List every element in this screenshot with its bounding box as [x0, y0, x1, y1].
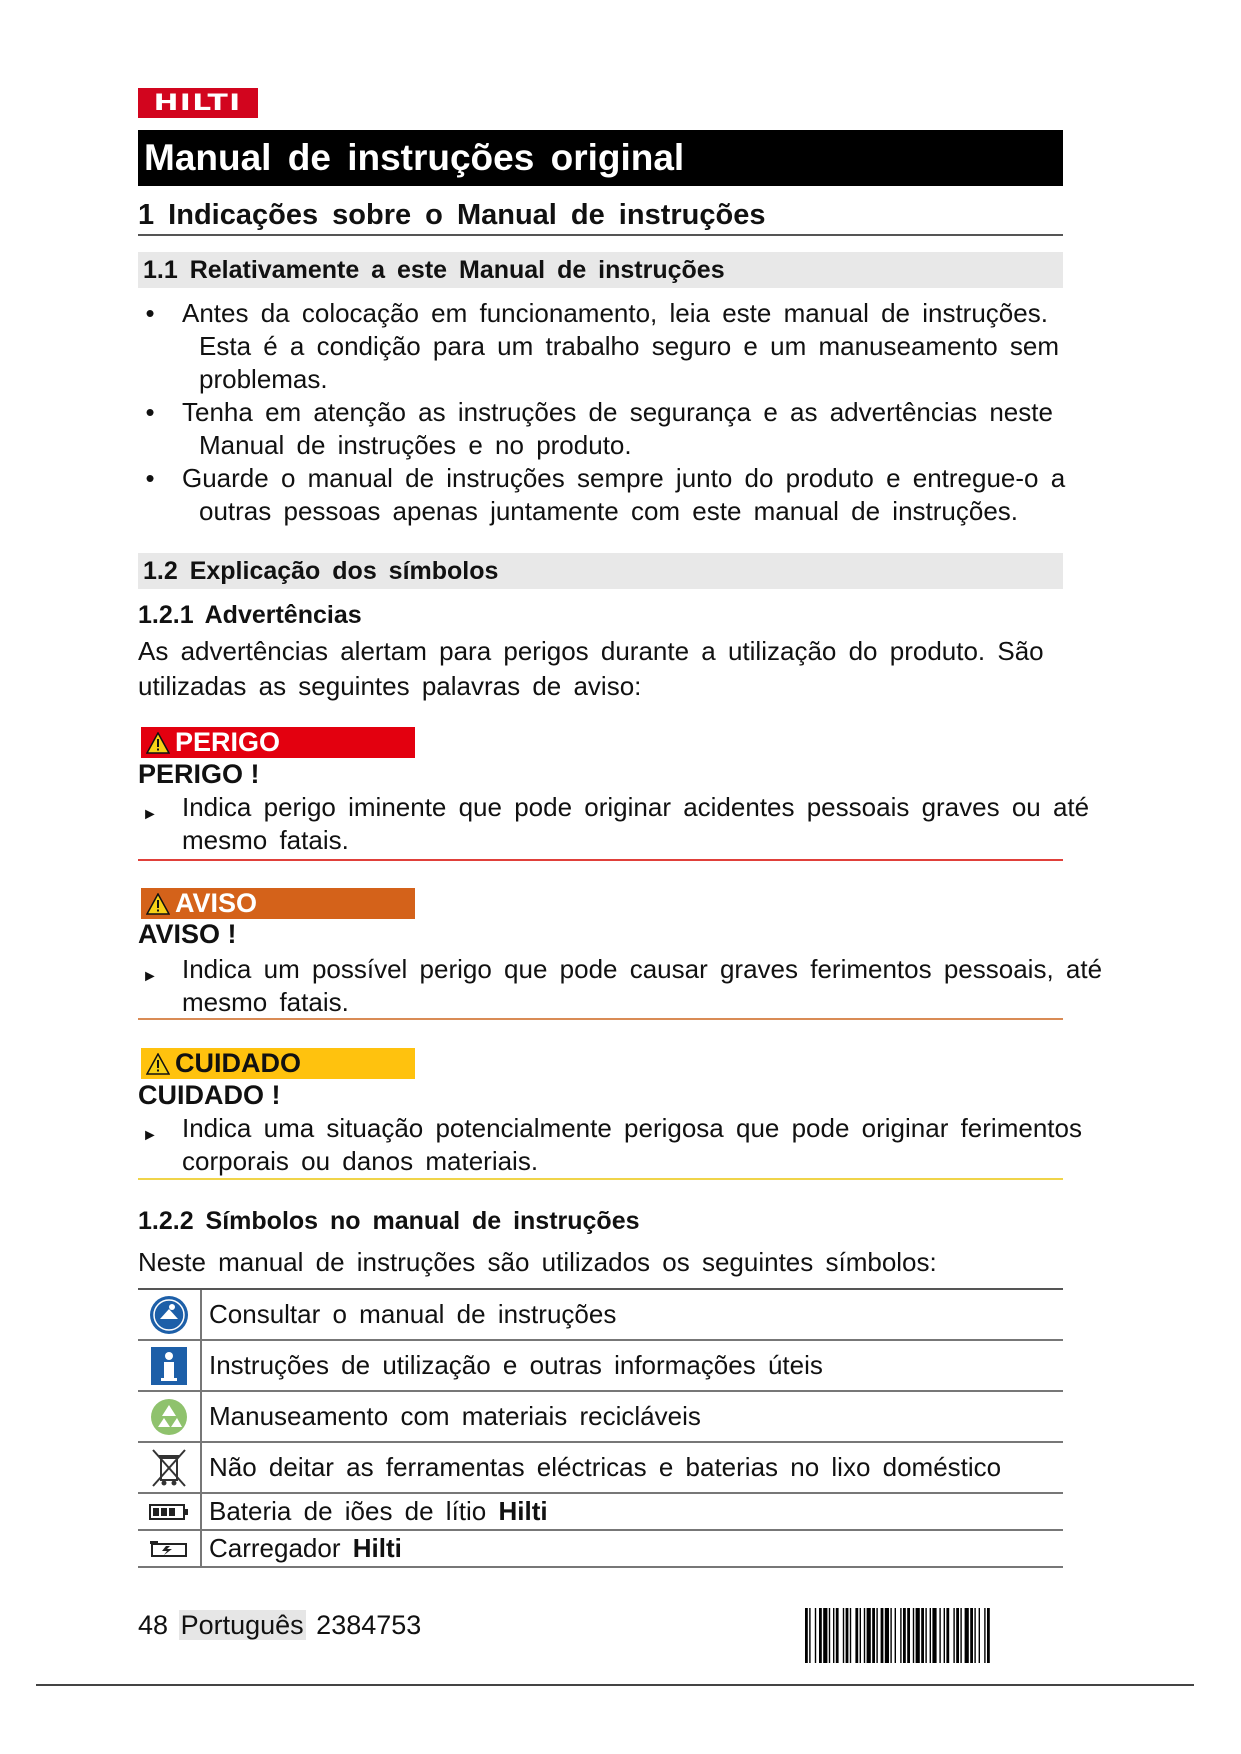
danger-signal-bar	[141, 727, 415, 758]
warning-triangle-icon	[141, 1048, 175, 1079]
barcode-bar	[984, 1608, 985, 1663]
list-item: • Guarde o manual de instruções sempre junto do produto e entregue-o a outras pessoas apenas juntamente com este manual de instruções.	[145, 463, 1066, 526]
battery-icon	[138, 1494, 202, 1529]
list-item: • Tenha em atenção as instruções de segurança e as advertências neste Manual de instruções e no produto.	[145, 397, 1053, 460]
barcode-bar	[867, 1608, 871, 1663]
table-row: Consultar o manual de instruções	[138, 1290, 1063, 1341]
page-footer	[138, 1610, 421, 1641]
table-row: Carregador Hilti	[138, 1531, 1063, 1568]
barcode-bar	[885, 1608, 889, 1663]
subsection-heading-1-2: 1.2 Explicação dos símbolos	[138, 553, 1063, 589]
barcode-bar	[946, 1608, 949, 1663]
barcode-bar	[895, 1608, 896, 1663]
logo-text: HILTI	[154, 90, 242, 116]
barcode-bar	[846, 1608, 849, 1663]
barcode-bar	[974, 1608, 975, 1663]
caution-label: CUIDADO !	[138, 1080, 281, 1110]
info-icon	[138, 1341, 202, 1390]
subsection-heading-1-1: 1.1 Relativamente a este Manual de instruções	[138, 252, 1063, 288]
barcode-bar	[916, 1608, 920, 1663]
charger-icon	[138, 1531, 202, 1566]
barcode-bar	[913, 1608, 914, 1663]
barcode-bar	[965, 1608, 969, 1663]
barcode-bar	[823, 1608, 827, 1663]
barcode-bar	[960, 1608, 961, 1663]
bullet-list	[138, 297, 1108, 528]
warnings-intro: As advertências alertam para perigos durante a utilização do produto. São utilizadas as seguintes palavras de aviso:	[138, 636, 1044, 701]
table-row: Bateria de iões de lítio Hilti	[138, 1494, 1063, 1531]
warning-signal-bar	[141, 888, 415, 919]
table-row: Manuseamento com materiais recicláveis	[138, 1392, 1063, 1443]
section-heading-1: 1 Indicações sobre o Manual de instruções	[138, 196, 1063, 236]
danger-signal-word: PERIGO	[175, 727, 281, 757]
manual-icon	[138, 1290, 202, 1339]
barcode-bar	[903, 1608, 906, 1663]
subsection-heading-1-2-1: 1.2.1 Advertências	[138, 601, 362, 629]
danger-description: ► Indica perigo iminente que pode originar acidentes pessoais graves ou até mesmo fatais.	[142, 792, 1090, 855]
page-title: Manual de instruções original	[138, 130, 1063, 186]
page-number: 48	[138, 1610, 169, 1640]
barcode-bar	[855, 1608, 858, 1663]
recycle-icon	[138, 1392, 202, 1441]
subsection-heading-1-2-2: 1.2.2 Símbolos no manual de instruções	[138, 1207, 640, 1235]
barcode-bar	[805, 1608, 808, 1663]
barcode-bar	[815, 1608, 816, 1663]
barcode-bar	[833, 1608, 834, 1663]
barcode-bar	[819, 1608, 822, 1663]
barcode-bar	[987, 1608, 990, 1663]
barcode-bar	[970, 1608, 973, 1663]
barcode-bar	[921, 1608, 924, 1663]
barcode-bar	[881, 1608, 884, 1663]
page-bottom-rule	[36, 1684, 1194, 1686]
doc-number: 2384753	[316, 1610, 422, 1640]
barcode	[805, 1608, 1060, 1663]
barcode-bar	[907, 1608, 910, 1663]
barcode-bar	[900, 1608, 901, 1663]
barcode-bar	[843, 1608, 844, 1663]
barcode-bar	[876, 1608, 877, 1663]
barcode-bar	[850, 1608, 851, 1663]
symbols-table	[138, 1288, 1063, 1568]
arrow-icon: ►	[142, 1127, 158, 1144]
footer-language: Português	[180, 1610, 304, 1640]
barcode-bar	[890, 1608, 891, 1663]
table-row: Instruções de utilização e outras informações úteis	[138, 1341, 1063, 1392]
caution-signal-word: CUIDADO	[175, 1048, 301, 1078]
arrow-icon: ►	[142, 806, 158, 823]
barcode-bar	[809, 1608, 810, 1663]
barcode-bar	[925, 1608, 926, 1663]
caution-signal-bar	[141, 1048, 415, 1079]
barcode-bar	[860, 1608, 861, 1663]
symbols-intro: Neste manual de instruções são utilizados os seguintes símbolos:	[138, 1247, 937, 1277]
table-row: Não deitar as ferramentas eléctricas e baterias no lixo doméstico	[138, 1443, 1063, 1494]
barcode-bar	[939, 1608, 940, 1663]
arrow-icon: ►	[142, 968, 158, 985]
barcode-bar	[944, 1608, 945, 1663]
barcode-bar	[930, 1608, 931, 1663]
barcode-bar	[932, 1608, 936, 1663]
warning-description: ► Indica um possível perigo que pode causar graves ferimentos pessoais, até mesmo fatais.	[142, 954, 1103, 1017]
hilti-logo	[138, 88, 258, 118]
barcode-bar	[864, 1608, 865, 1663]
warning-triangle-icon	[141, 888, 175, 919]
warning-signal-word: AVISO	[175, 888, 258, 918]
danger-rule	[138, 859, 1063, 861]
crossed-bin-icon	[138, 1443, 202, 1492]
warning-rule	[138, 1018, 1063, 1020]
barcode-bar	[953, 1608, 954, 1663]
danger-label: PERIGO !	[138, 759, 260, 789]
barcode-bar	[836, 1608, 839, 1663]
barcode-bar	[956, 1608, 959, 1663]
barcode-bar	[979, 1608, 980, 1663]
barcode-bar	[829, 1608, 830, 1663]
caution-description: ► Indica uma situação potencialmente perigosa que pode originar ferimentos corporais ou danos materiais.	[142, 1113, 1082, 1176]
list-item: • Antes da colocação em funcionamento, leia este manual de instruções. Esta é a condição para um trabalho seguro e um manuseamento sem problemas.	[145, 298, 1060, 394]
warning-label: AVISO !	[138, 919, 237, 949]
barcode-bar	[872, 1608, 875, 1663]
warning-triangle-icon	[141, 727, 175, 758]
caution-rule	[138, 1178, 1063, 1180]
